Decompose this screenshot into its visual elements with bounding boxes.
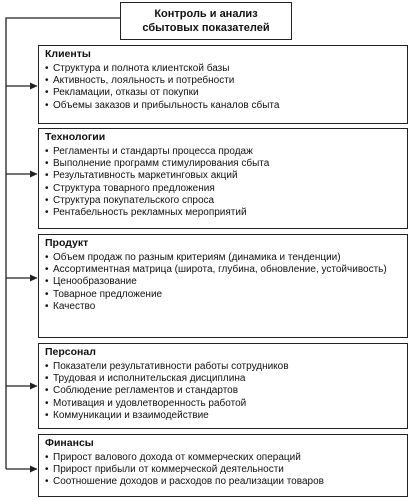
list-item: • Структура и полнота клиентской базы	[45, 63, 402, 75]
list-item: • Активность, лояльность и потребности	[45, 75, 402, 87]
section-heading: Технологии	[45, 131, 106, 143]
list-item: • Рентабельность рекламных мероприятий	[45, 207, 402, 219]
section-items	[45, 361, 402, 422]
section-items	[45, 452, 402, 489]
list-item: • Соотношение доходов и расходов по реализации товаров	[45, 476, 402, 488]
list-item: • Структура товарного предложения	[45, 183, 402, 195]
list-item: • Соблюдение регламентов и стандартов	[45, 385, 402, 397]
list-item: • Результативность маркетинговых акций	[45, 170, 402, 182]
list-item: • Коммуникации и взаимодействие	[45, 410, 402, 422]
list-item: • Мотивация и удовлетворенность работой	[45, 398, 402, 410]
section-clients	[38, 45, 408, 124]
list-item: • Выполнение программ стимулирования сбыта	[45, 158, 402, 170]
list-item: • Прирост валового дохода от коммерческих операций	[45, 452, 402, 464]
list-item: • Ценообразование	[45, 276, 402, 288]
section-items	[45, 146, 402, 219]
list-item: • Товарное предложение	[45, 289, 402, 301]
list-item: • Объемы заказов и прибыльность каналов сбыта	[45, 100, 402, 112]
list-item: • Ассортиментная матрица (широта, глубина, обновление, устойчивость)	[45, 264, 402, 276]
section-heading: Персонал	[45, 346, 96, 358]
list-item: • Трудовая и исполнительская дисциплина	[45, 373, 402, 385]
list-item: • Показатели результативности работы сотрудников	[45, 361, 402, 373]
list-item: • Рекламации, отказы от покупки	[45, 87, 402, 99]
section-items	[45, 63, 402, 112]
list-item: • Регламенты и стандарты процесса продаж	[45, 146, 402, 158]
section-personnel	[38, 343, 408, 429]
list-item: • Структура покупательского спроса	[45, 195, 402, 207]
section-heading: Финансы	[45, 437, 94, 449]
section-product	[38, 234, 408, 338]
section-items	[45, 252, 402, 313]
section-heading: Продукт	[45, 237, 89, 249]
section-finance	[38, 434, 408, 497]
root-title: Контроль и анализ сбытовых показателей	[142, 8, 270, 34]
list-item: • Прирост прибыли от коммерческой деятельности	[45, 464, 402, 476]
list-item: • Качество	[45, 301, 402, 313]
section-technologies	[38, 128, 408, 229]
root-node	[120, 2, 292, 40]
section-heading: Клиенты	[45, 48, 91, 60]
list-item: • Объем продаж по разным критериям (динамика и тенденции)	[45, 252, 402, 264]
